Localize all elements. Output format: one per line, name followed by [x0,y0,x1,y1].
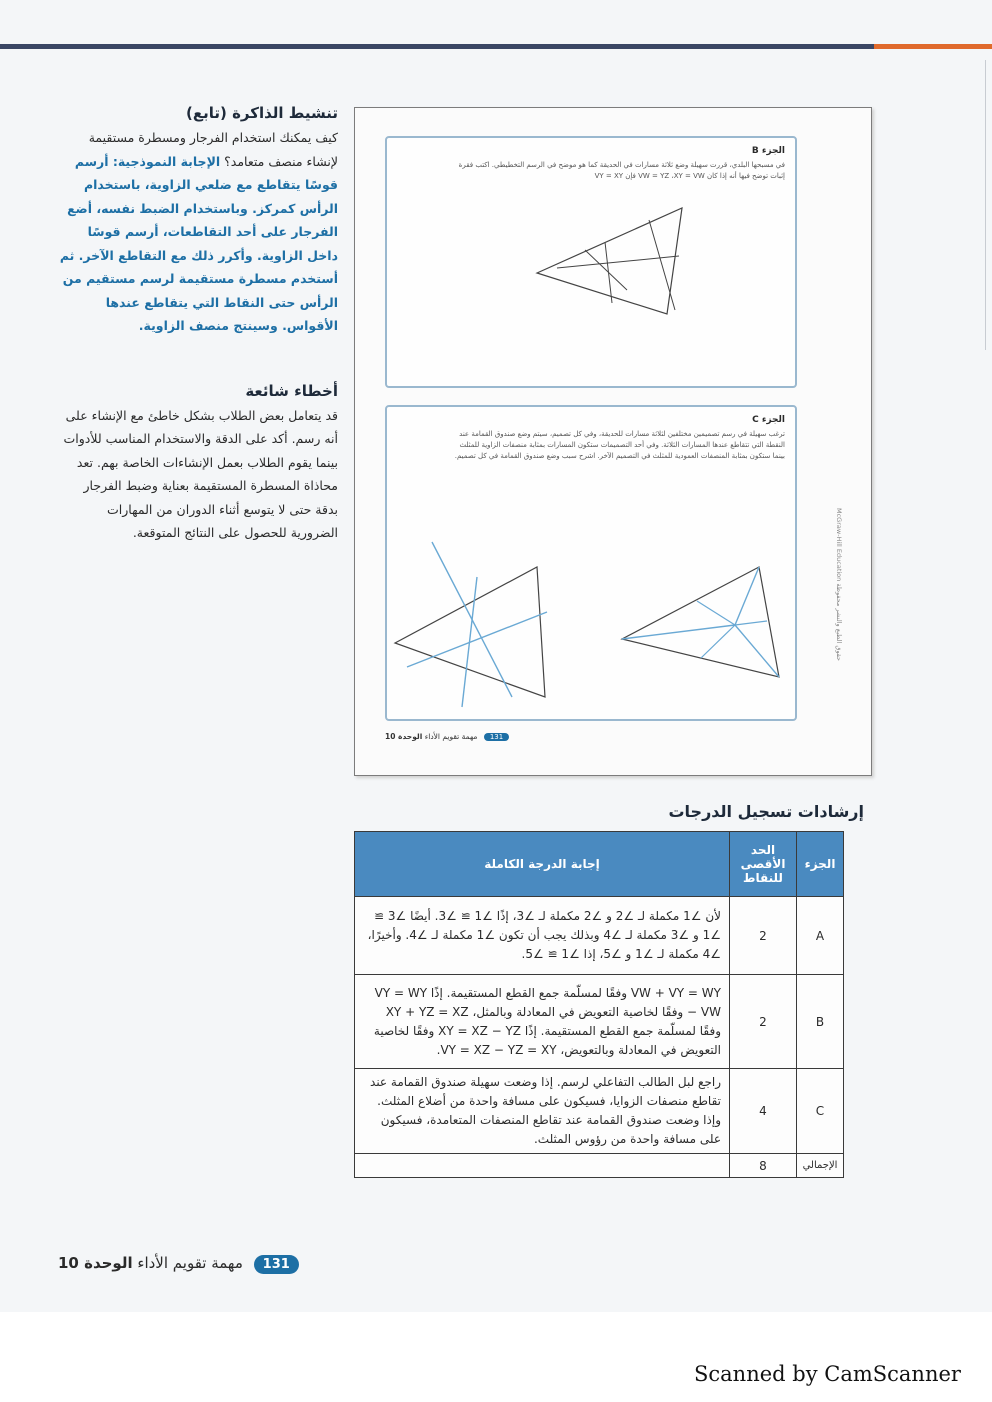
memory-answer: الإجابة النموذجية: أرسم قوسًا يتقاطع مع ضلعي الزاوية، باستخدام الرأس كمركز. وباستخدام الضبط نفسه، أضع الفرجار على أحد التقاطعات، أرسم قوسًا داخل الزاوية. وأكرر ذلك مع التقاطع الآخر. ثم أستخدم مسطرة مستقيمة لرسم مستقيم من الرأس حتى النقاط التي يتقاطع عندها الأقواس. وسينتج منصف الزاوية. [59,153,338,333]
part-c-triangle-diagrams [387,407,795,719]
table-row [355,975,844,1069]
page-footer [58,1254,338,1274]
page-edge [985,60,992,350]
part-b-triangle-diagram [387,138,795,386]
row-c-answer: راجع لبل الطالب التفاعلي لرسم. إذا وضعت سهيلة صندوق القمامة عند تقاطع منصفات الزوايا، فسيكون على مسافة واحدة من أضلاع المثلث. وإذا وضعت صندوق القمامة عند تقاطع المنصفات المتعامدة، فسيكون على مسافة واحدة من رؤوس المثلث. [355,1069,730,1154]
mini-side-credit: McGraw-Hill Education حقوق الطبع والنشر محفوظة [835,508,843,662]
page-number-badge: 131 [254,1255,299,1274]
part-b-title: الجزء B [751,146,785,156]
total-empty-cell [355,1154,730,1178]
student-page-thumbnail [354,107,872,776]
footer-unit: الوحدة 10 [58,1254,133,1272]
row-b-points: 2 [730,975,797,1069]
table-total-row [355,1154,844,1178]
part-b-panel [385,136,797,388]
header-part: الجزء [797,832,844,897]
table-row [355,1069,844,1154]
top-bar [0,44,992,49]
part-c-text: ترغب سهيلة في رسم تصميمين مختلفين لثلاثة مسارات للحديقة، وفي كل تصميم، سيتم وضع صندوق القمامة عند النقطة التي تتقاطع عندها المسارات الثلاثة. وفي أحد التصميمات ستكون المسارات بمثابة منصفات الزاوية للمثلث بينما ستكون بمثابة المنصفات العمودية للمثلث في التصميم الآخر. اشرح سبب وضع صندوق القمامة في كل تصميم. [454,430,785,460]
mini-footer-unit: الوحدة 10 [385,732,423,741]
top-bar-accent [874,44,992,49]
scanner-watermark: Scanned by CamScanner [694,1362,961,1386]
row-a-points: 2 [730,897,797,975]
row-b-answer: VW + VY = WY وفقًا لمسلّمة جمع القطع المستقيمة. إذًا VY = WY − VW وفقًا لخاصية التعويض في المعادلة وبالمثل، XY + YZ = XZ وفقًا لمسلّمة جمع القطع المستقيمة. إذًا XY = XZ − YZ وفقًا لخاصية التعويض في المعادلة وبالتعويض، VY = XZ − YZ = XY. [355,975,730,1069]
errors-title: أخطاء شائعة [245,381,338,400]
part-b-text: في مسبحها البلدي، قررت سهيلة وضع ثلاثة مسارات في الحديقة كما هو موضح في الرسم التخطيطي. اكتب فقرة إثبات توضح فيها أنه إذا كان VW = YZ ،XY = VW فإن VY = XY [458,161,785,180]
row-c-part: C [797,1069,844,1154]
table-header-row [355,832,844,897]
total-label: الإجمالي [797,1154,844,1178]
errors-text: قد يتعامل بعض الطلاب بشكل خاطئ مع الإنشاء على أنه رسم. أكد على الدقة والاستخدام المناسب للأدوات بينما يقوم الطلاب بعمل الإنشاءات الخاصة بهم. تعد محاذاة المسطرة المستقيمة بعناية وضبط الفرجار بدقة حتى لا يتوسع أثناء الدوران من المهارات الضرورية للحصول على النتائج المتوقعة. [63,407,338,540]
row-c-points: 4 [730,1069,797,1154]
row-b-part: B [797,975,844,1069]
row-a-answer: لأن ∠1 مكملة لـ ∠2 و ∠2 مكملة لـ ∠3، إذًا ∠1 ≅ ∠3. أيضًا ∠3 ≅ ∠1 و ∠3 مكملة لـ ∠4 وبذلك يجب أن تكون ∠1 مكملة لـ ∠4. وأخيرًا، ∠4 مكملة لـ ∠1 و ∠5، إذا ∠1 ≅ ∠5. [355,897,730,975]
table-row [355,897,844,975]
scoring-rubric-table [354,831,844,1178]
memory-question: كيف يمكنك استخدام الفرجار ومسطرة مستقيمة لإنشاء منصف متعامد؟ [88,130,338,169]
part-c-title: الجزء C [752,415,785,425]
part-c-panel [385,405,797,721]
row-a-part: A [797,897,844,975]
footer-task: مهمة تقويم الأداء [137,1254,243,1272]
mini-footer-task: مهمة تقويم الأداء [424,732,478,741]
header-max-points: الحد الأقصى للنقاط [730,832,797,897]
memory-title: تنشيط الذاكرة (تابع) [186,104,338,122]
mini-page-number: 131 [484,733,509,741]
total-points: 8 [730,1154,797,1178]
memory-question-block [58,126,338,338]
header-full-answer: إجابة الدرجة الكاملة [355,832,730,897]
mini-footer [385,732,585,741]
teacher-sidebar [58,104,338,545]
rubric-section-title: إرشادات تسجيل الدرجات [668,802,864,821]
